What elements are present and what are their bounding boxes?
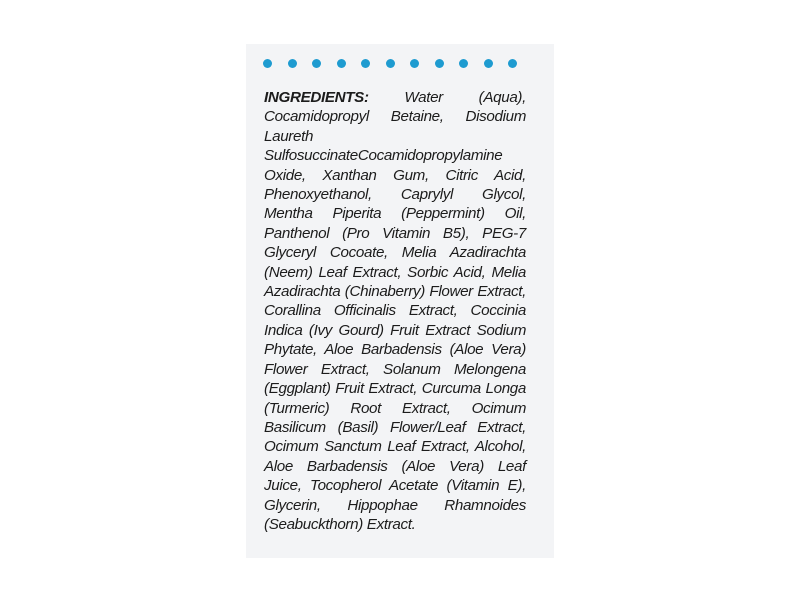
dot [508,59,517,68]
dot [386,59,395,68]
dot [484,59,493,68]
ingredients-list: Water (Aqua), Cocamidopropyl Betaine, Disodium Laureth SulfosuccinateCocamidopropylamine Oxide, Xanthan Gum, Citric Acid, Phenoxyethanol, Caprylyl Glycol, Mentha Piperita (Peppermint) Oil, Panthenol (Pro Vitamin B5), PEG-7 Glyceryl Cocoate, Melia Azadirachta (Neem) Leaf Extract, Sorbic Acid, Melia Azadirachta (Chinaberry) Flower Extract, Corallina Officinalis Extract, Coccinia Indica (Ivy Gourd) Fruit Extract Sodium Phytate, Aloe Barbadensis (Aloe Vera) Flower Extract, Solanum Melongena (Eggplant) Fruit Extract, Curcuma Longa (Turmeric) Root Extract, Ocimum Basilicum (Basil) Flower/Leaf Extract, Ocimum Sanctum Leaf Extract, Alcohol, Aloe Barbadensis (Aloe Vera) Leaf Juice, Tocopherol Acetate (Vitamin E), Glycerin, Hippophae Rhamnoides (Seabuckthorn) Extract. [264,89,526,533]
dot [410,59,419,68]
dot [361,59,370,68]
dot [312,59,321,68]
dot [337,59,346,68]
dot [459,59,468,68]
ingredients-text [264,88,526,534]
decorative-dot-row [263,59,523,73]
dot [435,59,444,68]
dot [263,59,272,68]
ingredients-label: INGREDIENTS: [264,89,369,106]
dot [288,59,297,68]
